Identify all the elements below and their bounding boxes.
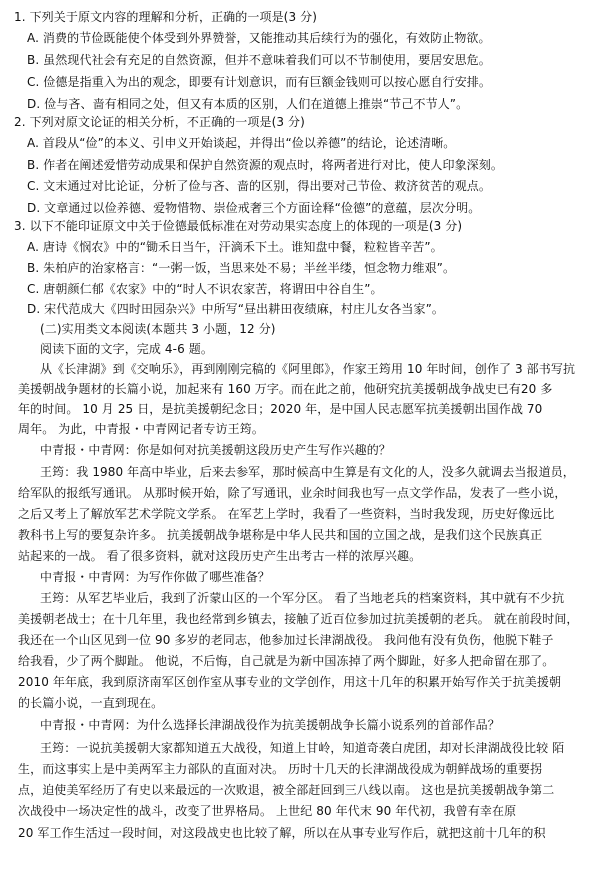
article-line: 给军队的报纸写通讯。 从那时候开始，除了写通讯，业余时间我也写一点文学作品，发表了一些小说， — [18, 486, 567, 500]
article-line: 教科书上写的要复杂许多。 抗美援朝战争堪称是中华人民共和国的立国之战，是我们这个民族真正 — [18, 528, 543, 542]
question-3-option-d: D. 宋代范成大《四时田园杂兴》中所写“昼出耕田夜绩麻，村庄儿女各当家”。 — [27, 302, 445, 316]
interview-question: 中青报・中青网：为写作你做了哪些准备？ — [40, 570, 270, 584]
question-1-option-b: B. 虽然现代社会有充足的自然资源，但并不意味着我们可以不节制使用，要居安思危。 — [27, 53, 491, 67]
section-heading: (二)实用类文本阅读(本题共 3 小题，12 分) — [40, 322, 276, 336]
question-2-option-b: B. 作者在阐述爱惜劳动成果和保护自然资源的观点时，将两者进行对比，使人印象深刻。 — [27, 158, 503, 172]
article-line: 生，而这事实上是中美两军主力部队的直面对决。 历时十几天的长津湖战役成为朝鲜战场的重要拐 — [18, 762, 543, 776]
section-instruction: 阅读下面的文字，完成 4-6 题。 — [40, 342, 213, 356]
article-line: 给我看，少了两个脚趾。 他说，不后悔，自己就是为新中国冻掉了两个脚趾，好多人把命留在那了。 — [18, 654, 555, 668]
question-1-option-c: C. 俭德是指重入为出的观念，即要有计划意识，而有巨额金钱则可以按心愿自行安排。 — [27, 75, 492, 89]
question-1-stem: 1. 下列关于原文内容的理解和分析，正确的一项是(3 分) — [14, 10, 317, 24]
question-1-option-d: D. 俭与吝、啬有相同之处，但又有本质的区别，人们在道德上推崇“节己不节人”。 — [27, 97, 469, 111]
question-3-option-c: C. 唐朝颜仁郁《农家》中的“时人不识农家苦，将谓田中谷自生”。 — [27, 282, 383, 296]
question-1-option-a: A. 消费的节俭既能使个体受到外界赞誉，又能推动其后续行为的强化，有效防止物欲。 — [27, 31, 491, 45]
article-line: 王筠：我 1980 年高中毕业，后来去参军，那时候高中生算是有文化的人，没多久就调去当报道员， — [40, 465, 575, 479]
article-line: 的长篇小说，一直到现在。 — [18, 696, 164, 710]
question-2-option-d: D. 文章通过以俭养德、爱物惜物、崇俭戒奢三个方面诠释“俭德”的意蕴，层次分明。 — [27, 201, 481, 215]
article-line: 年的时间。 10 月 25 日，是抗美援朝纪念日；2020 年，是中国人民志愿军抗美援朝出国作战 70 — [18, 402, 543, 416]
article-line: 点，迫使美军经历了有史以来最远的一次败退，被全部赶回到三八线以南。 这也是抗美援朝战争第二 — [18, 783, 555, 797]
question-3-option-b: B. 朱柏庐的治家格言：“一粥一饭，当思来处不易；半丝半缕，恒念物力维艰”。 — [27, 261, 456, 275]
article-line: 我还在一个山区见到一位 90 多岁的老同志，他参加过长津湖战役。 我问他有没有负伤，他脱下鞋子 — [18, 633, 554, 647]
question-2-option-a: A. 首段从“俭”的本义、引申义开始谈起，并得出“俭以养德”的结论，论述清晰。 — [27, 136, 456, 150]
question-3-option-a: A. 唐诗《悯农》中的“锄禾日当午，汗滴禾下土。谁知盘中餐，粒粒皆辛苦”。 — [27, 240, 443, 254]
question-2-stem: 2. 下列对原文论证的相关分析，不正确的一项是(3 分) — [14, 115, 305, 129]
article-line: 从《长津湖》到《交响乐》，再到刚刚完稿的《阿里郎》，作家王筠用 10 年时间，创作了 3 部书写抗 — [40, 362, 576, 376]
question-2-option-c: C. 文末通过对比论证，分析了俭与吝、啬的区别，得出要对己节俭、救济贫苦的观点。 — [27, 179, 492, 193]
article-line: 2010 年年底，我到原济南军区创作室从事专业的文学创作，用这十几年的积累开始写作关于抗美援朝 — [18, 675, 562, 689]
article-line: 王筠：从军艺毕业后，我到了沂蒙山区的一个军分区。 看了当地老兵的档案资料，其中就有不少抗 — [40, 591, 565, 605]
article-line: 之后又考上了解放军艺术学院文学系。 在军艺上学时，我看了一些资料，当时我发现，历史好像远比 — [18, 507, 555, 521]
article-line: 周年。 为此，中青报・中青网记者专访王筠。 — [18, 422, 264, 436]
article-line: 美援朝老战士；在十几年里，我也经常到乡镇去，接触了近百位参加过抗美援朝的老兵。 就在前段时间， — [18, 612, 579, 626]
article-line: 站起来的一战。 看了很多资料，就对这段历史产生出考古一样的浓厚兴趣。 — [18, 549, 422, 563]
article-line: 次战役中一场决定性的战斗，改变了世界格局。 上世纪 80 年代末 90 年代初，我曾有幸在原 — [18, 804, 517, 818]
question-3-stem: 3. 以下不能印证原文中关于俭德最低标准在对劳动果实态度上的体现的一项是(3 分) — [14, 219, 463, 233]
interview-question: 中青报・中青网：为什么选择长津湖战役作为抗美援朝战争长篇小说系列的首部作品？ — [40, 718, 500, 732]
interview-question: 中青报・中青网：你是如何对抗美援朝这段历史产生写作兴趣的？ — [40, 443, 391, 457]
article-line: 美援朝战争题材的长篇小说，加起来有 160 万字。而在此之前，他研究抗美援朝战争战史已有20 多 — [18, 382, 553, 396]
article-line: 20 军工作生活过一段时间，对这段战史也比较了解，所以在从事专业写作后，就把这前十几年的积 — [18, 826, 546, 840]
article-line: 王筠：一说抗美援朝大家都知道五大战役，知道上甘岭，知道奇袭白虎团，却对长津湖战役比较 陌 — [40, 741, 565, 755]
